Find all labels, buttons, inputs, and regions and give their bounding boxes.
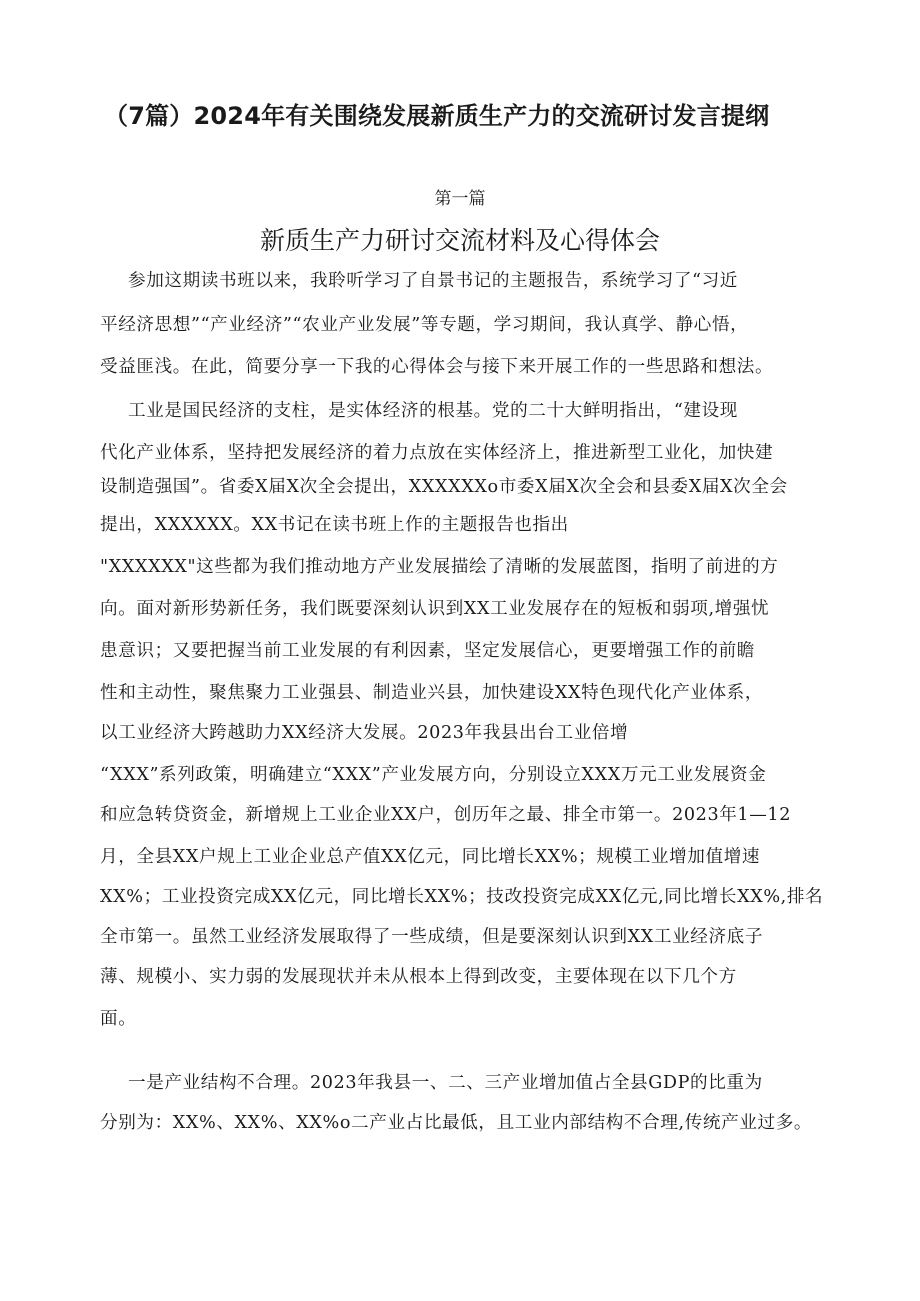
paragraph-line: 提出，XXXXXX。XX书记在读书班上作的主题报告也指出 — [100, 515, 569, 535]
paragraph-line: 患意识；又要把握当前工业发展的有利因素，坚定发展信心，更要增强工作的前瞻 — [100, 641, 755, 661]
paragraph-line: 工业是国民经济的支柱，是实体经济的根基。党的二十大鲜明指出，“建设现 — [128, 401, 738, 421]
paragraph-line: “XXX”系列政策，明确建立“XXX”产业发展方向，分别设立XXX万元工业发展资金 — [100, 765, 767, 785]
paragraph-line: 性和主动性，聚焦聚力工业强县、制造业兴县，加快建设XX特色现代化产业体系， — [100, 683, 764, 703]
document-title: （7篇）2024年有关围绕发展新质生产力的交流研讨发言提纲 — [104, 102, 770, 130]
paragraph-line: 薄、规模小、实力弱的发展现状并未从根本上得到改变，主要体现在以下几个方 — [100, 967, 737, 987]
part-label: 第一篇 — [434, 189, 486, 209]
paragraph-line: 和应急转贷资金，新增规上工业企业XX户，创历年之最、排全市第一。2023年1—12 — [100, 805, 792, 825]
paragraph-line: 一是产业结构不合理。2023年我县一、二、三产业增加值占全县GDP的比重为 — [128, 1073, 763, 1093]
paragraph-line: 受益匪浅。在此，简要分享一下我的心得体会与接下来开展工作的一些思路和想法。 — [100, 357, 774, 377]
paragraph-line: 以工业经济大跨越助力XX经济大发展。2023年我县出台工业倍增 — [100, 723, 629, 743]
paragraph-line: 平经济思想”“产业经济”“农业产业发展”等专题，学习期间，我认真学、静心悟， — [100, 315, 749, 335]
section-title: 新质生产力研讨交流材料及心得体会 — [259, 226, 660, 255]
paragraph-line: XX%；工业投资完成XX亿元，同比增长XX%；技改投资完成XX亿元,同比增长XX%,排名 — [100, 887, 824, 907]
paragraph-line: 月，全县XX户规上工业企业总产值XX亿元，同比增长XX%；规模工业增加值增速 — [100, 847, 761, 867]
paragraph-line: 面。 — [100, 1009, 137, 1029]
paragraph-line: 参加这期读书班以来，我聆听学习了自景书记的主题报告，系统学习了“习近 — [128, 271, 738, 291]
paragraph-line: 代化产业体系，坚持把发展经济的着力点放在实体经济上，推进新型工业化，加快建 — [100, 443, 774, 463]
paragraph-line: "XXXXXX"这些都为我们推动地方产业发展描绘了清晰的发展蓝图，指明了前进的方 — [100, 557, 779, 577]
paragraph-line: 向。面对新形势新任务，我们既要深刻认识到XX工业发展存在的短板和弱项,增强忧 — [100, 599, 770, 619]
paragraph-line: 全市第一。虽然工业经济发展取得了一些成绩，但是要深刻认识到XX工业经济底子 — [100, 927, 764, 947]
paragraph-line: 分别为：XX%、XX%、XX%o二产业占比最低，且工业内部结构不合理,传统产业过多。 — [100, 1113, 813, 1133]
paragraph-line: 设制造强国”。省委X届X次全会提出，XXXXXXo市委X届X次全会和县委X届X次全会 — [100, 477, 788, 497]
